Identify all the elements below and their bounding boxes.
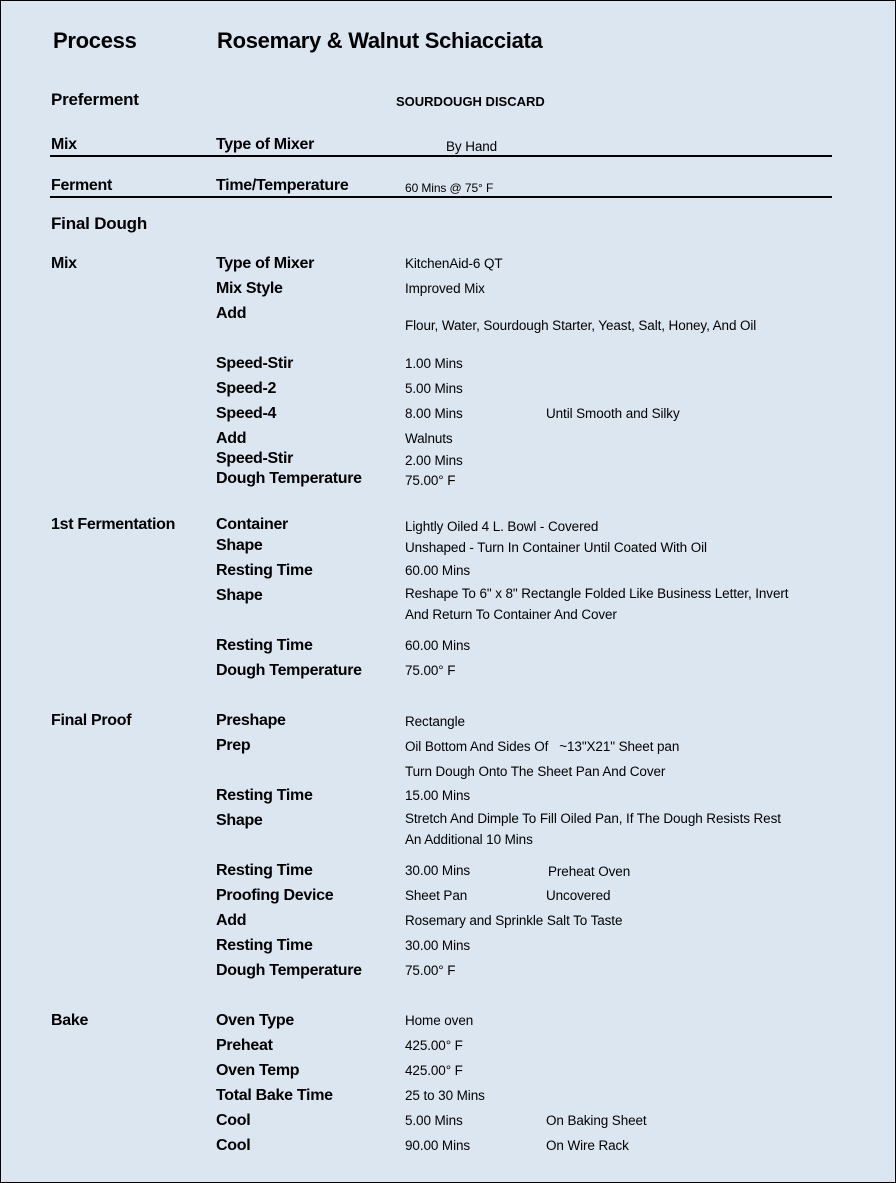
field-label: Total Bake Time [216, 1087, 333, 1104]
field-note: Uncovered [546, 888, 611, 903]
field-value: 75.00° F [405, 963, 456, 978]
field-label: Type of Mixer [216, 255, 315, 272]
field-value: Improved Mix [405, 281, 485, 296]
field-value: Flour, Water, Sourdough Starter, Yeast, Salt, Honey, And Oil [405, 318, 757, 333]
final-dough-label: Final Dough [51, 214, 148, 233]
preferment-mix-field: Type of Mixer [216, 136, 315, 153]
field-label: Add [216, 912, 247, 929]
field-value-continued: Turn Dough Onto The Sheet Pan And Cover [405, 764, 666, 779]
field-value: 5.00 Mins [405, 381, 463, 396]
field-value: 60.00 Mins [405, 563, 471, 578]
field-label: Shape [216, 537, 263, 554]
field-note: Until Smooth and Silky [546, 406, 680, 421]
field-value: 75.00° F [405, 663, 456, 678]
section-final-proof-label: Final Proof [51, 712, 132, 729]
field-value: Sheet Pan [405, 888, 468, 903]
field-label: Shape [216, 812, 263, 829]
field-note: On Wire Rack [546, 1138, 629, 1153]
field-label: Oven Temp [216, 1062, 300, 1079]
process-label: Process [53, 28, 137, 53]
field-label: Oven Type [216, 1012, 294, 1029]
section-bake-label: Bake [51, 1012, 89, 1029]
field-label: Cool [216, 1112, 251, 1129]
field-label: Shape [216, 587, 263, 604]
field-value: Lightly Oiled 4 L. Bowl - Covered [405, 519, 599, 534]
field-value: Stretch And Dimple To Fill Oiled Pan, If The Dough Resists Rest [405, 811, 781, 826]
field-label: Speed-4 [216, 405, 277, 422]
field-value: 25 to 30 Mins [405, 1088, 485, 1103]
field-value: 425.00° F [405, 1063, 463, 1078]
field-label: Proofing Device [216, 887, 334, 904]
field-value: Home oven [405, 1013, 474, 1028]
field-value: Reshape To 6" x 8" Rectangle Folded Like Business Letter, Invert [405, 586, 789, 601]
field-label: Resting Time [216, 787, 313, 804]
field-value: Rosemary and Sprinkle Salt To Taste [405, 913, 623, 928]
section-mix-label: Mix [51, 255, 77, 272]
field-note: On Baking Sheet [546, 1113, 647, 1128]
field-label: Mix Style [216, 280, 283, 297]
preferment-ferment-field: Time/Temperature [216, 177, 349, 194]
page-title: Rosemary & Walnut Schiacciata [217, 28, 543, 53]
preferment-value: SOURDOUGH DISCARD [396, 94, 545, 109]
field-label: Resting Time [216, 562, 313, 579]
field-value: 75.00° F [405, 473, 456, 488]
field-label: Speed-2 [216, 380, 277, 397]
field-label: Resting Time [216, 637, 313, 654]
field-label: Prep [216, 737, 251, 754]
field-label: Add [216, 305, 247, 322]
field-label: Dough Temperature [216, 962, 362, 979]
field-label: Speed-Stir [216, 450, 294, 467]
preferment-ferment-value: 60 Mins @ 75° F [405, 181, 494, 195]
field-label: Dough Temperature [216, 662, 362, 679]
field-value: 8.00 Mins [405, 406, 463, 421]
field-label: Cool [216, 1137, 251, 1154]
section-1st-fermentation-label: 1st Fermentation [51, 516, 176, 533]
field-label: Preheat [216, 1037, 273, 1054]
field-value: 15.00 Mins [405, 788, 471, 803]
field-label: Resting Time [216, 862, 313, 879]
field-label: Preshape [216, 712, 286, 729]
preferment-ferment-label: Ferment [51, 177, 113, 194]
field-value: 90.00 Mins [405, 1138, 471, 1153]
divider [50, 196, 832, 198]
field-label: Add [216, 430, 247, 447]
field-value: 30.00 Mins [405, 863, 471, 878]
field-note: Preheat Oven [548, 864, 631, 879]
preferment-mix-label: Mix [51, 136, 77, 153]
field-value: 2.00 Mins [405, 453, 463, 468]
field-value: KitchenAid-6 QT [405, 256, 503, 271]
field-label: Container [216, 516, 288, 533]
field-value: 60.00 Mins [405, 638, 471, 653]
field-value: Oil Bottom And Sides Of ~13"X21" Sheet pan [405, 739, 680, 754]
preferment-label: Preferment [51, 90, 139, 109]
preferment-mix-value: By Hand [446, 139, 498, 154]
field-value: Walnuts [405, 431, 453, 446]
field-value: 1.00 Mins [405, 356, 463, 371]
field-label: Dough Temperature [216, 470, 362, 487]
field-label: Resting Time [216, 937, 313, 954]
field-label: Speed-Stir [216, 355, 294, 372]
field-value-continued: And Return To Container And Cover [405, 607, 617, 622]
divider [50, 155, 832, 157]
field-value: Unshaped - Turn In Container Until Coated With Oil [405, 540, 707, 555]
field-value: Rectangle [405, 714, 465, 729]
field-value-continued: An Additional 10 Mins [405, 832, 533, 847]
field-value: 30.00 Mins [405, 938, 471, 953]
field-value: 425.00° F [405, 1038, 463, 1053]
field-value: 5.00 Mins [405, 1113, 463, 1128]
